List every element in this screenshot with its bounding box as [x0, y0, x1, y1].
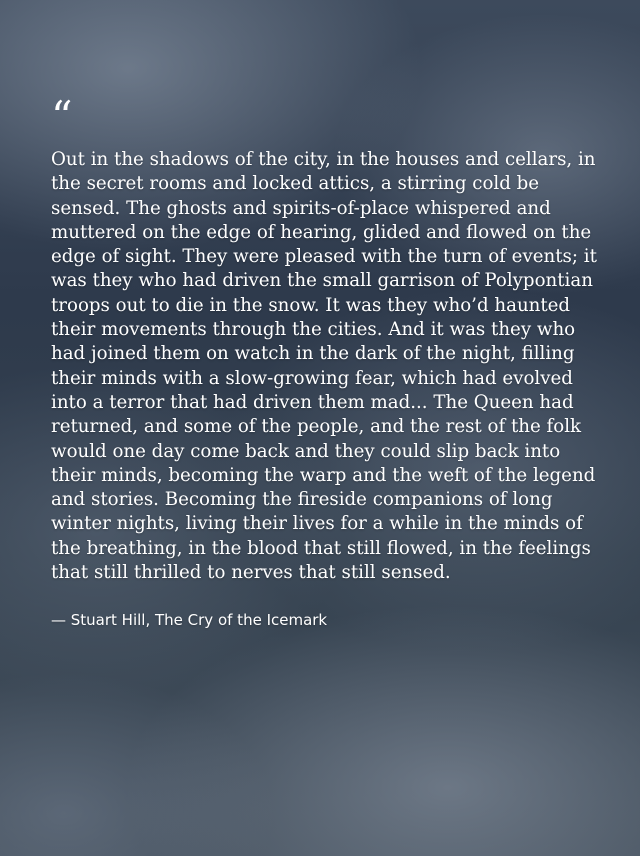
- open-quote-icon: “: [51, 92, 73, 141]
- quote-attribution: — Stuart Hill, The Cry of the Icemark: [51, 611, 328, 630]
- quote-text: Out in the shadows of the city, in the houses and cellars, in the secret rooms and locked attics, a stirring cold be sensed. The ghosts and spirits-of-place whispered and muttered on the edge of hearing, glided and flowed on the edge of sight. They were pleased with the turn of events; it was they who had driven the small garrison of Polypontian troops out to die in the snow. It was they who’d haunted their movements through the cities. And it was they who had joined them on watch in the dark of the night, filling their minds with a slow-growing fear, which had evolved into a terror that had driven them mad... The Queen had returned, and some of the people, and the rest of the folk would one day come back and they could slip back into their minds, becoming the warp and the weft of the legend and stories. Becoming the fireside companions of long winter nights, living their lives for a while in the minds of the breathing, in the blood that still flowed, in the feelings that still thrilled to nerves that still sensed.: [51, 149, 597, 584]
- quote-card: [51, 92, 599, 630]
